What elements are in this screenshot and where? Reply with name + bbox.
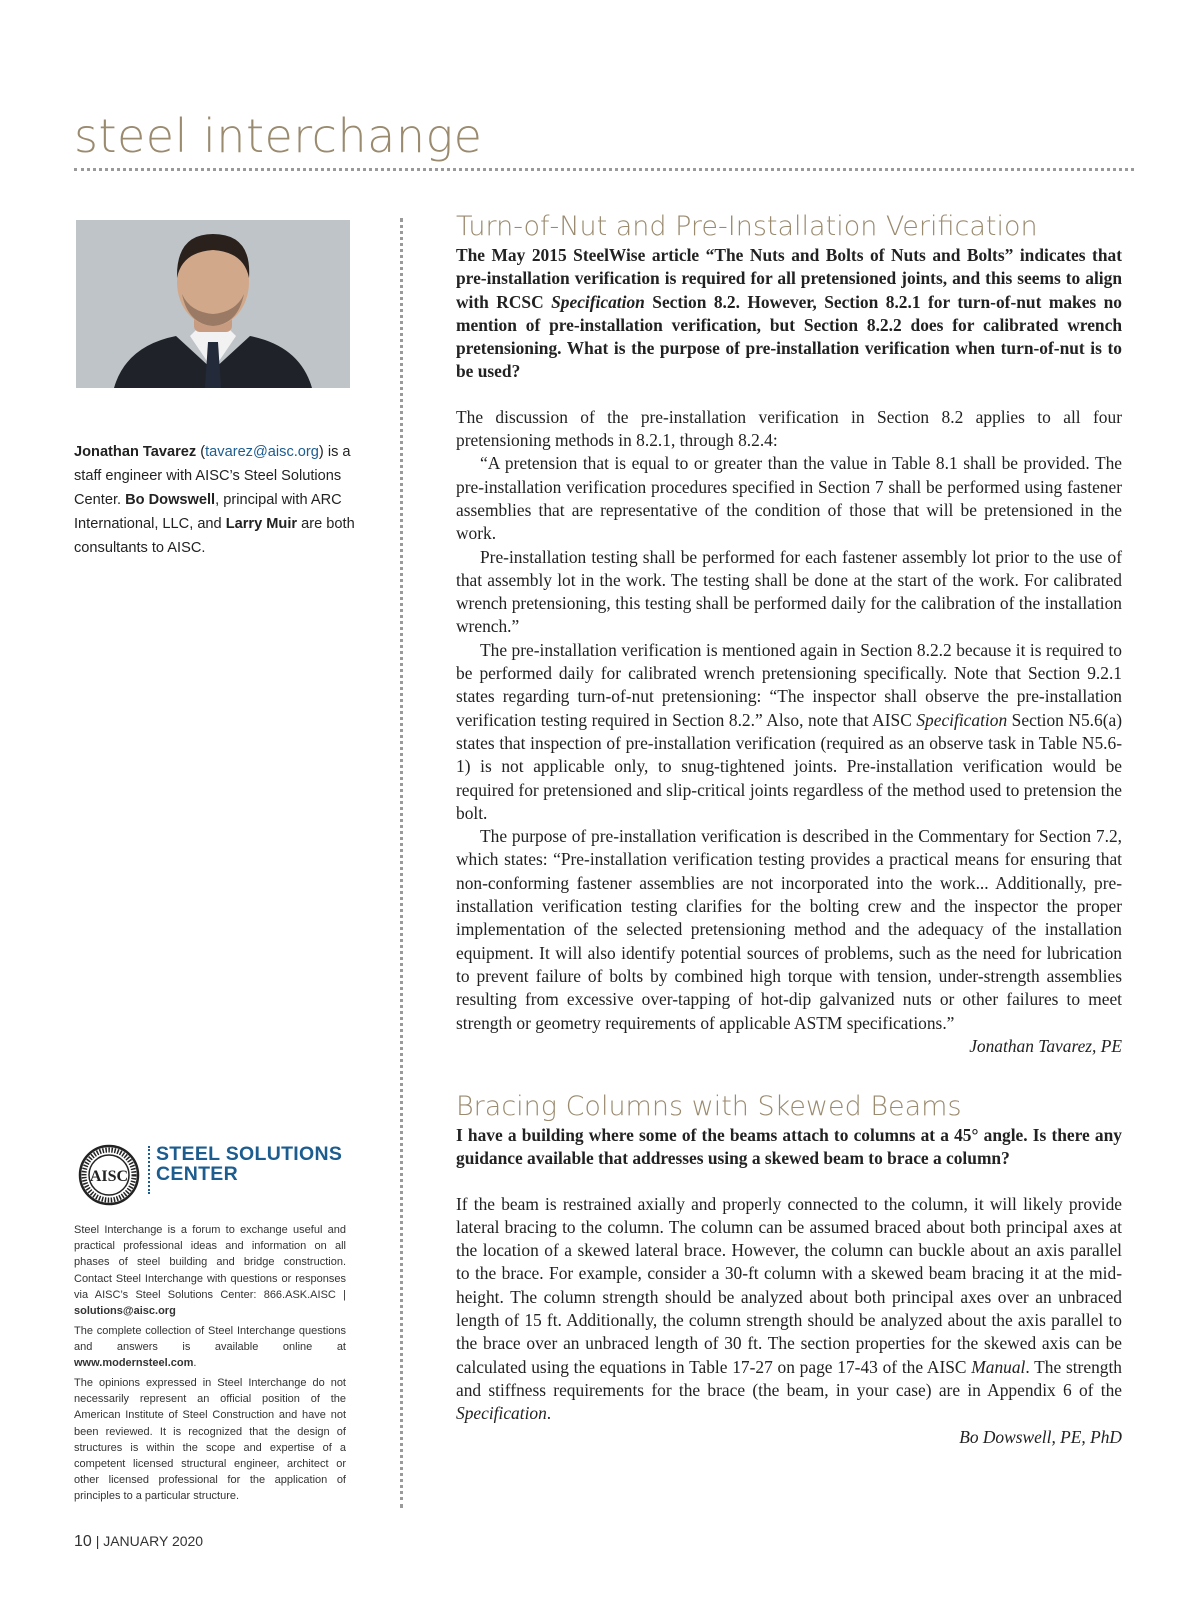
seal-text: AISC: [89, 1168, 129, 1185]
article-skewed-beams: [456, 1090, 1122, 1449]
answer-paragraph: The discussion of the pre-installation verification in Section 8.2 applies to all four pretensioning methods in 8.2.1, through 8.2.4:: [456, 406, 1122, 451]
modernsteel-link[interactable]: www.modernsteel.com: [74, 1357, 194, 1370]
collection-note-text: The complete collection of Steel Interchange questions and answers is available online at: [74, 1325, 346, 1354]
answer-part: The pre-installation verification is mentioned again in Section 8.2.2 because it is required to be performed daily for calibrated wrench pretensioning specifically. Note that Section 9.2.1 states regarding turn-of-nut pretensioning: “The inspector shall observe the pre-installation verification testing required in Section 8.2.” Also, note that AISC: [456, 639, 1122, 730]
collection-note: The complete collection of Steel Interchange questions and answers is available online at www.modernsteel.com.: [74, 1325, 346, 1370]
forum-description: [74, 1222, 346, 1319]
bio-text-1: is a staff engineer with AISC’s Steel Solutions Center.: [74, 444, 351, 508]
logo-line-2: CENTER: [156, 1163, 238, 1185]
logo-divider: [148, 1146, 150, 1194]
question-italic: Specification: [551, 291, 645, 312]
aisc-seal-icon: [78, 1144, 140, 1206]
page-number: 10: [74, 1533, 92, 1550]
author-bio: Jonathan Tavarez (tavarez@aisc.org) is a staff engineer with AISC’s Steel Solutions Center. Bo Dowswell, principal with ARC International, LLC, and Larry Muir are both consultants to AISC.: [74, 444, 355, 556]
forum-description-text: Steel Interchange is a forum to exchange useful and practical professional ideas and information on all phases of steel building and bridge construction. Contact Steel Interchange with questions or responses via AISC’s Steel Solutions Center: 866.ASK.AISC |: [74, 1224, 346, 1301]
question-text: [456, 244, 1122, 384]
bio-text-3: are both consultants to AISC.: [74, 516, 355, 556]
answer-text: [456, 406, 1122, 1035]
question-part: The May 2015 SteelWise article “The Nuts and Bolts of Nuts and Bolts” indicates that pre-installation verification is required for all pretensioned joints, and this seems to align with RCSC: [456, 245, 1122, 312]
solutions-email-link[interactable]: solutions@aisc.org: [74, 1305, 176, 1318]
author-name-dowswell: Bo Dowswell: [125, 492, 216, 508]
article-turn-of-nut: [456, 210, 1122, 1058]
logo-wordmark: [156, 1144, 356, 1184]
spacer: [456, 1171, 1122, 1193]
answer-part: If the beam is restrained axially and properly connected to the column, it will likely provide lateral bracing to the column. The column can be assumed braced about both principal axes at the location of a skewed lateral brace. However, the column can buckle about an axis parallel to the brace. For example, consider a 30-ft column with a skewed beam bracing it at the mid-height. The column strength should be analyzed about both principal axes over an unbraced length of 15 ft. Additionally, the column strength should be analyzed about the axis parallel to the brace over an unbraced length of 30 ft. The section properties for the skewed axis can be calculated using the equations in Table 17-27 on page 17-43 of the AISC: [456, 1193, 1122, 1377]
header-divider: [74, 168, 1134, 171]
section-title: Turn-of-Nut and Pre-Installation Verification: [456, 211, 1038, 242]
page-footer: [74, 1533, 203, 1551]
answer-paragraph: Pre-installation testing shall be performed for each fastener assembly lot prior to the use of that assembly lot in the work. The testing shall be done at the start of the work. For calibrated wrench pretensioning, this testing shall be performed daily for the calibration of the installation wrench.”: [456, 546, 1122, 637]
author-email-link[interactable]: tavarez@aisc.org: [205, 444, 319, 460]
answer-italic: Manual: [971, 1356, 1026, 1377]
author-portrait-image: [76, 220, 350, 388]
answer-text: [456, 1193, 1122, 1426]
question-text: I have a building where some of the beams attach to columns at a 45° angle. Is there any guidance available that addresses using a skewed beam to brace a column?: [456, 1125, 1122, 1169]
issue-date: | JANUARY 2020: [95, 1533, 204, 1549]
page-title: steel interchange: [74, 109, 483, 163]
answer-part: Section N5.6(a) states that inspection of pre-installation verification (required as an observe task in Table N5.6-1) is not applicable only, to snug-tightened joints. Pre-installation verification would be required for pretensioned and slip-critical joints regardless of the method used to pretension the bolt.: [456, 709, 1122, 823]
answer-part: .: [546, 1403, 552, 1424]
answer-paragraph: “A pretension that is equal to or greater than the value in Table 8.1 shall be provided. The pre-installation verification procedures specified in Section 7 shall be performed using fastener assemblies that are representative of the condition of those that will be pretensioned in the work.: [456, 453, 1122, 544]
author-name-muir: Larry Muir: [225, 516, 298, 532]
question-part: Section 8.2. However, Section 8.2.1 for turn-of-nut makes no mention of pre-installation verification, but Section 8.2.2 does for calibrated wrench pretensioning. What is the purpose of pre-installation verification when turn-of-nut is to be used?: [456, 291, 1122, 382]
bio-text-2: , principal with ARC International, LLC, and: [74, 492, 342, 532]
column-divider: [400, 218, 403, 1508]
answer-signature: Jonathan Tavarez, PE: [969, 1035, 1122, 1056]
steel-solutions-center-logo: [78, 1144, 358, 1210]
answer-paragraph: [456, 1193, 1122, 1426]
spacer: [456, 384, 1122, 406]
logo-line-1: STEEL SOLUTIONS: [156, 1143, 343, 1165]
answer-signature: Bo Dowswell, PE, PhD: [959, 1426, 1122, 1447]
section-title: Bracing Columns with Skewed Beams: [456, 1091, 962, 1122]
author-name-tavarez: Jonathan Tavarez: [74, 444, 197, 460]
answer-italic: Specification: [916, 709, 1008, 730]
answer-italic: Specification: [456, 1403, 547, 1424]
answer-part: . The strength and stiffness requirements for the brace (the beam, in your case) are in Appendix 6 of the: [456, 1356, 1122, 1400]
disclaimer: The opinions expressed in Steel Interchange do not necessarily represent an official position of the American Institute of Steel Construction and have not been reviewed. It is recognized that the design of structures is within the scope and expertise of a competent licensed structural engineer, architect or other licensed professional for the application of principles to a particular structure.: [74, 1377, 346, 1503]
answer-paragraph: [456, 639, 1122, 825]
author-photo: [76, 220, 350, 388]
answer-paragraph: The purpose of pre-installation verification is described in the Commentary for Section 7.2, which states: “Pre-installation verification testing provides a practical means for ensuring that non-conforming fastener assemblies are not incorporated into the work... Additionally, pre-installation verification testing clarifies for the bolting crew and the inspector the proper implementation of the selected pretensioning method and the adequacy of the installation equipment. It will also identify potential sources of problems, such as the need for lubrication to prevent failure of bolts by combined high torque with tension, under-strength assemblies resulting from excessive over-tapping of hot-dip galvanized nuts or other failures to meet strength or geometry requirements of applicable ASTM specifications.”: [456, 826, 1122, 1033]
